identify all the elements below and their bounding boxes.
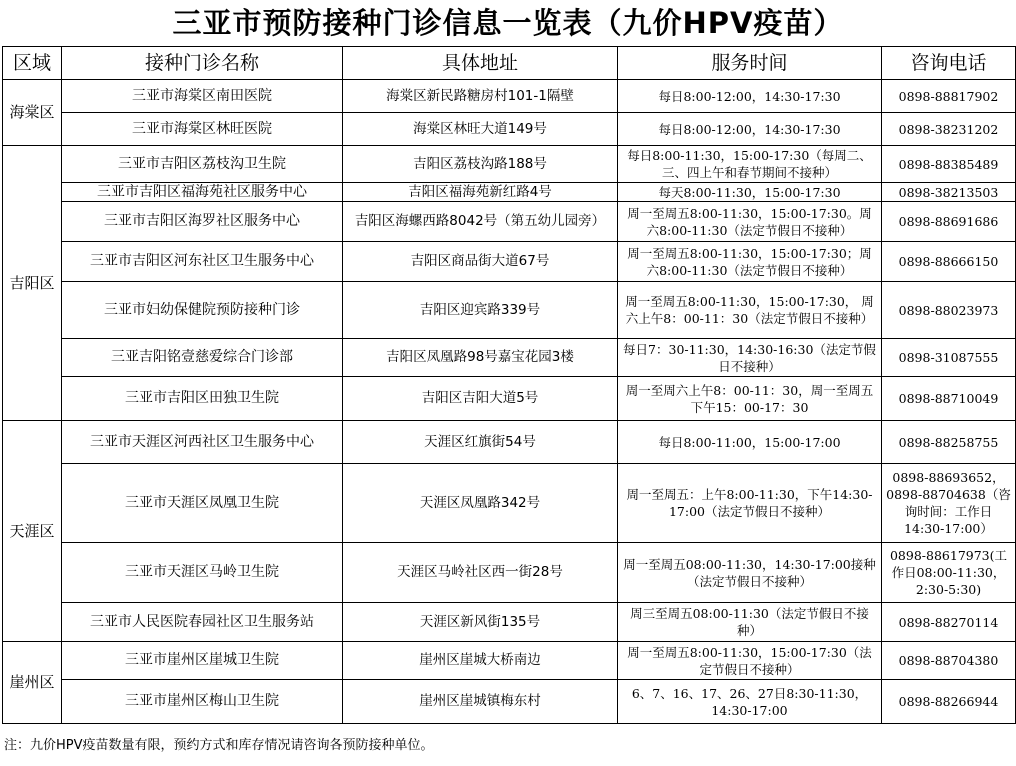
clinic-hours: 周一至周五8:00-11:30，15:00-17:30， 周六上午8：00-11：30（法定节假日不接种） [618, 282, 882, 339]
clinic-phone: 0898-88270114 [882, 603, 1016, 642]
clinic-hours: 周一至周五8:00-11:30，15:00-17:30；周六8:00-11:30（法定节假日不接种） [618, 242, 882, 282]
clinic-address: 海棠区新民路糖房村101-1隔壁 [343, 80, 618, 113]
clinic-hours: 每日8:00-12:00，14:30-17:30 [618, 113, 882, 146]
table-row [3, 642, 1016, 680]
clinic-name: 三亚市天涯区马岭卫生院 [62, 543, 343, 603]
table-row [3, 603, 1016, 642]
clinic-name: 三亚吉阳铭壹慈爱综合门诊部 [62, 339, 343, 377]
clinic-name: 三亚市吉阳区河东社区卫生服务中心 [62, 242, 343, 282]
clinic-phone: 0898-38213503 [882, 183, 1016, 202]
header-region: 区域 [3, 47, 62, 80]
table-row [3, 421, 1016, 464]
clinic-name: 三亚市天涯区河西社区卫生服务中心 [62, 421, 343, 464]
clinic-phone: 0898-88258755 [882, 421, 1016, 464]
clinic-hours: 每日8:00-11:00，15:00-17:00 [618, 421, 882, 464]
page-title: 三亚市预防接种门诊信息一览表（九价HPV疫苗） [172, 6, 844, 40]
header-service-hours: 服务时间 [618, 47, 882, 80]
clinic-hours: 周一至周六上午8：00-11：30，周一至周五下午15：00-17：30 [618, 377, 882, 421]
region-cell: 崖州区 [3, 642, 62, 724]
clinic-address: 吉阳区海螺西路8042号（第五幼儿园旁） [343, 202, 618, 242]
clinic-address: 吉阳区凤凰路98号嘉宝花园3楼 [343, 339, 618, 377]
table-row [3, 543, 1016, 603]
region-cell: 天涯区 [3, 421, 62, 642]
clinic-hours: 每日7：30-11:30，14:30-16:30（法定节假日不接种） [618, 339, 882, 377]
header-address: 具体地址 [343, 47, 618, 80]
clinic-phone: 0898-88385489 [882, 146, 1016, 183]
clinic-address: 崖州区崖城大桥南边 [343, 642, 618, 680]
clinic-phone: 0898-88023973 [882, 282, 1016, 339]
clinic-hours: 每日8:00-12:00，14:30-17:30 [618, 80, 882, 113]
clinic-name: 三亚市崖州区梅山卫生院 [62, 680, 343, 724]
clinic-address: 崖州区崖城镇梅东村 [343, 680, 618, 724]
table-row [3, 377, 1016, 421]
clinic-hours: 周三至周五08:00-11:30（法定节假日不接种） [618, 603, 882, 642]
region-cell: 海棠区 [3, 80, 62, 146]
clinic-address: 天涯区新风街135号 [343, 603, 618, 642]
footnote: 注：九价HPV疫苗数量有限，预约方式和库存情况请咨询各预防接种单位。 [4, 738, 434, 753]
table-row [3, 282, 1016, 339]
clinic-name: 三亚市崖州区崖城卫生院 [62, 642, 343, 680]
clinic-address: 吉阳区福海苑新红路4号 [343, 183, 618, 202]
clinic-phone: 0898-31087555 [882, 339, 1016, 377]
clinic-phone: 0898-88266944 [882, 680, 1016, 724]
clinic-name: 三亚市吉阳区福海苑社区服务中心 [62, 183, 343, 202]
clinic-hours: 每日8:00-11:30，15:00-17:30（每周二、三、四上午和春节期间不接种） [618, 146, 882, 183]
clinic-name: 三亚市海棠区林旺医院 [62, 113, 343, 146]
table-row [3, 339, 1016, 377]
table-row [3, 80, 1016, 113]
clinic-address: 吉阳区商品街大道67号 [343, 242, 618, 282]
table-row [3, 183, 1016, 202]
clinic-address: 天涯区凤凰路342号 [343, 464, 618, 543]
table-row [3, 680, 1016, 724]
clinic-name: 三亚市吉阳区田独卫生院 [62, 377, 343, 421]
clinic-name: 三亚市海棠区南田医院 [62, 80, 343, 113]
clinic-hours: 周一至周五08:00-11:30，14:30-17:00接种（法定节假日不接种） [618, 543, 882, 603]
clinic-phone: 0898-88704380 [882, 642, 1016, 680]
region-cell: 吉阳区 [3, 146, 62, 421]
table-header-row [3, 47, 1016, 80]
clinic-phone: 0898-88666150 [882, 242, 1016, 282]
clinic-phone: 0898-88710049 [882, 377, 1016, 421]
table-row [3, 202, 1016, 242]
clinic-address: 吉阳区荔枝沟路188号 [343, 146, 618, 183]
table-row [3, 113, 1016, 146]
clinic-address: 天涯区红旗街54号 [343, 421, 618, 464]
header-phone: 咨询电话 [882, 47, 1016, 80]
clinic-phone: 0898-88693652，0898-88704638（咨询时间：工作日14:30-17:00） [882, 464, 1016, 543]
clinic-table [2, 46, 1016, 724]
clinic-name: 三亚市妇幼保健院预防接种门诊 [62, 282, 343, 339]
clinic-name: 三亚市人民医院春园社区卫生服务站 [62, 603, 343, 642]
clinic-hours: 6、7、16、17、26、27日8:30-11:30，14:30-17:00 [618, 680, 882, 724]
clinic-hours: 周一至周五8:00-11:30，15:00-17:30。周六8:00-11:30（法定节假日不接种） [618, 202, 882, 242]
clinic-phone: 0898-88817902 [882, 80, 1016, 113]
clinic-address: 吉阳区迎宾路339号 [343, 282, 618, 339]
clinic-hours: 周一至周五：上午8:00-11:30，下午14:30-17:00（法定节假日不接种） [618, 464, 882, 543]
clinic-name: 三亚市吉阳区海罗社区服务中心 [62, 202, 343, 242]
clinic-phone: 0898-38231202 [882, 113, 1016, 146]
clinic-hours: 周一至周五8:00-11:30，15:00-17:30（法定节假日不接种） [618, 642, 882, 680]
clinic-phone: 0898-88691686 [882, 202, 1016, 242]
clinic-address: 海棠区林旺大道149号 [343, 113, 618, 146]
clinic-name: 三亚市天涯区凤凰卫生院 [62, 464, 343, 543]
table-row [3, 242, 1016, 282]
clinic-phone: 0898-88617973(工作日08:00-11:30，2:30-5:30) [882, 543, 1016, 603]
clinic-address: 吉阳区吉阳大道5号 [343, 377, 618, 421]
clinic-hours: 每天8:00-11:30，15:00-17:30 [618, 183, 882, 202]
clinic-address: 天涯区马岭社区西一街28号 [343, 543, 618, 603]
clinic-name: 三亚市吉阳区荔枝沟卫生院 [62, 146, 343, 183]
table-row [3, 464, 1016, 543]
table-row [3, 146, 1016, 183]
header-clinic-name: 接种门诊名称 [62, 47, 343, 80]
